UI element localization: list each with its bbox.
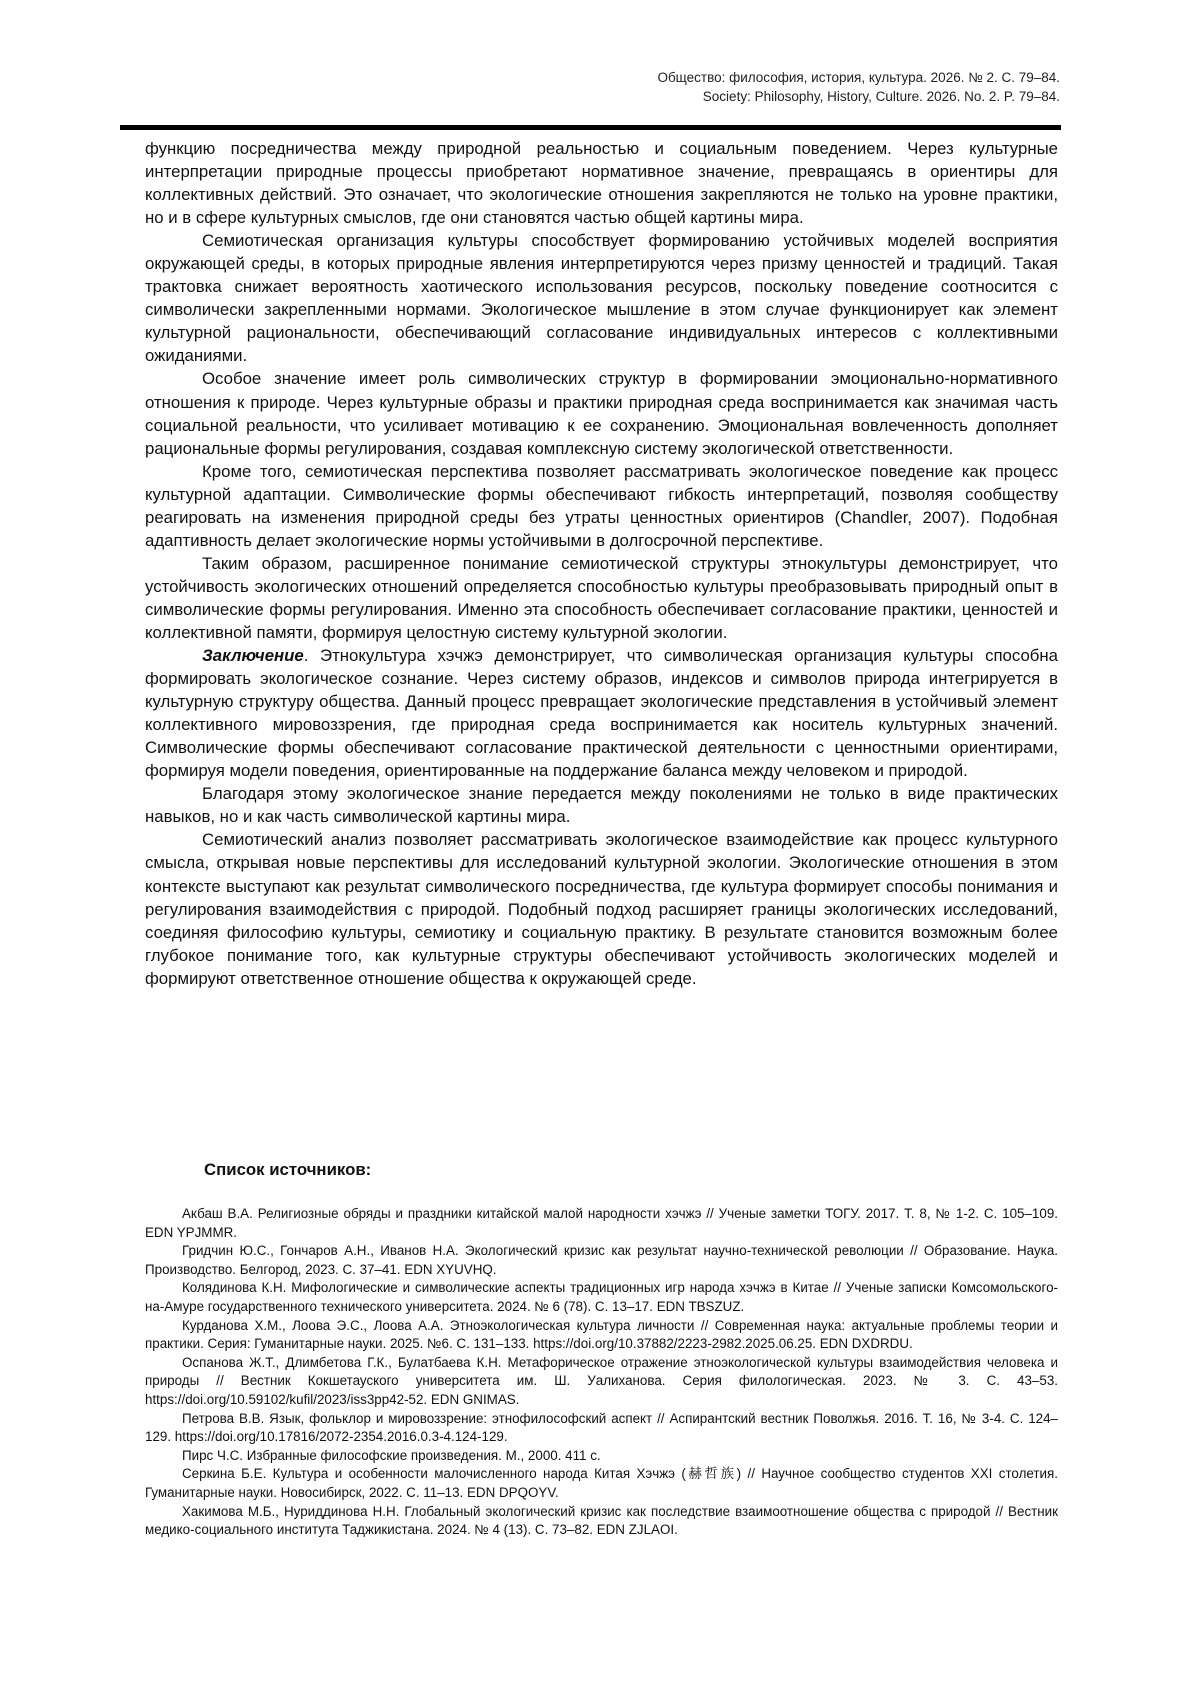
header-divider xyxy=(120,125,1061,130)
article-body xyxy=(145,137,1058,990)
references-list xyxy=(145,1205,1058,1540)
reference-item: Пирс Ч.С. Избранные философские произведения. М., 2000. 411 с. xyxy=(182,1447,601,1463)
body-paragraph: Семиотическая организация культуры способствует формированию устойчивых моделей восприятия окружающей среды, в которых природные явления интерпретируются через призму ценностей и традиций. Такая трактовка снижает вероятность хаотического использования ресурсов, поскольку поведение соотносится с символически закрепленными нормами. Экологическое мышление в этом случае функционирует как элемент культурной рациональности, обеспечивающий согласование индивидуальных интересов с коллективными ожиданиями. xyxy=(145,231,1058,366)
body-paragraph: Таким образом, расширенное понимание семиотической структуры этнокультуры демонстрирует, что устойчивость экологических отношений определяется способностью культуры преобразовывать природный опыт в символические формы регулирования. Именно эта способность обеспечивает согласование практики, ценностей и коллективной памяти, формируя целостную систему культурной экологии. xyxy=(145,553,1058,642)
reference-item: Колядинова К.Н. Мифологические и символические аспекты традиционных игр народа хэчжэ в Китае // Ученые записки Комсомольского-на-Амуре государственного технического университета. 2024. № 6 (78). С. 13–17. EDN TBSZUZ. xyxy=(145,1280,1058,1314)
body-paragraph: Семиотический анализ позволяет рассматривать экологическое взаимодействие как процесс культурного смысла, открывая новые перспективы для исследований культурной экологии. Экологические отношения в этом контексте выступают как результат символического посредничества, где культура формирует способы понимания и регулирования взаимодействия с природой. Подобный подход расширяет границы экологических исследований, соединяя философию культуры, семиотику и социальную практику. В результате становится возможным более глубокое понимание того, как культурные структуры обеспечивают устойчивость экологических моделей и формируют ответственное отношение общества к окружающей среде. xyxy=(145,830,1058,988)
reference-item: Серкина Б.Е. Культура и особенности малочисленного народа Китая Хэчжэ (赫哲族) // Научное сообщество студентов XXI столетия. Гуманитарные науки. Новосибирск, 2022. С. 11–13. EDN DPQOYV. xyxy=(145,1466,1058,1500)
conclusion-text: . Этнокультура хэчжэ демонстрирует, что символическая организация культуры способна формировать экологическое сознание. Через систему образов, индексов и символов природа интегрируется в культурную структуру общества. Данный процесс превращает экологические представления в устойчивый элемент коллективного мировоззрения, где природная среда воспринимается как носитель культурных значений. Символические формы обеспечивают согласование практической деятельности с ценностными ориентирами, формируя модели поведения, ориентированные на поддержание баланса между человеком и природой. xyxy=(145,646,1058,781)
conclusion-paragraph xyxy=(145,644,1058,782)
header-citation-en: Society: Philosophy, History, Culture. 2026. No. 2. P. 79–84. xyxy=(702,89,1060,104)
references-title: Список источников: xyxy=(204,1160,372,1179)
body-paragraph: Кроме того, семиотическая перспектива позволяет рассматривать экологическое поведение как процесс культурной адаптации. Символические формы обеспечивают гибкость интерпретаций, позволяя сообществу реагировать на изменения природной среды без утраты ценностных ориентиров (Chandler, 2007). Подобная адаптивность делает экологические нормы устойчивыми в долгосрочной перспективе. xyxy=(145,461,1058,550)
header-citation-ru: Общество: философия, история, культура. 2026. № 2. С. 79–84. xyxy=(657,70,1060,85)
body-paragraph: функцию посредничества между природной реальностью и социальным поведением. Через культурные интерпретации природные процессы приобретают нормативное значение, превращаясь в ориентиры для коллективных действий. Это означает, что экологические отношения закрепляются не только на уровне практики, но и в сфере культурных смыслов, где они становятся частью общей картины мира. xyxy=(145,139,1058,228)
reference-item: Акбаш В.А. Религиозные обряды и праздники китайской малой народности хэчжэ // Ученые заметки ТОГУ. 2017. Т. 8, № 1-2. С. 105–109. EDN YPJMMR. xyxy=(145,1206,1058,1240)
body-paragraph: Благодаря этому экологическое знание передается между поколениями не только в виде практических навыков, но и как часть символической картины мира. xyxy=(145,784,1058,827)
conclusion-heading: Заключение xyxy=(202,646,304,666)
running-header xyxy=(120,68,1060,106)
reference-item: Гридчин Ю.С., Гончаров А.Н., Иванов Н.А. Экологический кризис как результат научно-технической революции // Образование. Наука. Производство. Белгород, 2023. С. 37–41. EDN XYUVHQ. xyxy=(145,1243,1058,1277)
reference-item: Петрова В.В. Язык, фольклор и мировоззрение: этнофилософский аспект // Аспирантский вестник Поволжья. 2016. Т. 16, № 3-4. С. 124–129. https://doi.org/10.17816/2072-2354.2016.0.3-4.124-129. xyxy=(145,1410,1058,1445)
body-paragraph: Особое значение имеет роль символических структур в формировании эмоционально-нормативного отношения к природе. Через культурные образы и практики природная среда воспринимается как значимая часть социальной реальности, что усиливает мотивацию к ее сохранению. Эмоциональная вовлеченность дополняет рациональные формы регулирования, создавая комплексную систему экологической ответственности. xyxy=(145,369,1058,458)
reference-item: Хакимова М.Б., Нуриддинова Н.Н. Глобальный экологический кризис как последствие взаимоотношение общества с природой // Вестник медико-социального института Таджикистана. 2024. № 4 (13). С. 73–82. EDN ZJLAOI. xyxy=(145,1503,1058,1538)
reference-item: Оспанова Ж.Т., Длимбетова Г.К., Булатбаева К.Н. Метафорическое отражение этноэкологической культуры взаимодействия человека и природы // Вестник Кокшетауского университета им. Ш. Уалиханова. Серия филологическая. 2023. № 3. С. 43–53. https://doi.org/10.59102/kufil/2023/iss3pp42-52. EDN GNIMAS. xyxy=(145,1354,1058,1407)
reference-item: Курданова Х.М., Лоова Э.С., Лоова А.А. Этноэкологическая культура личности // Современная наука: актуальные проблемы теории и практики. Серия: Гуманитарные науки. 2025. №6. С. 131–133. https://doi.org/10.37882/2223-2982.2025.06.25. EDN DXDRDU. xyxy=(145,1317,1058,1352)
